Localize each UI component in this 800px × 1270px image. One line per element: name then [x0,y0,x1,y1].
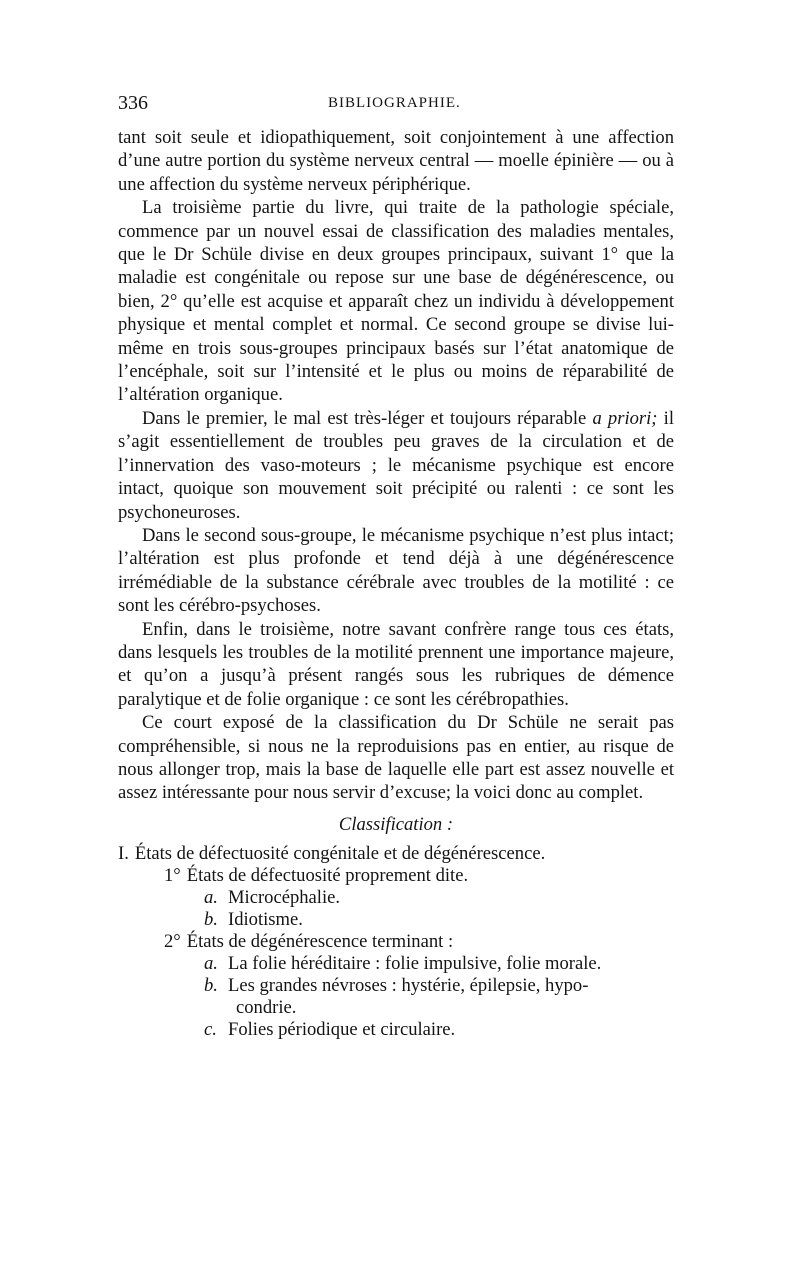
paragraph-continuation: tant soit seule et idiopathiquement, soit conjointement à une affection d’une autre portion du système nerveux central — moelle épinière — ou à une affection du système nerveux périphérique. [118,127,674,195]
paragraph-second-subgroup: Dans le second sous-groupe, le mécanisme psychique n’est plus intact; l’altération est plus profonde et tend déjà à une dégénérescence irrémédiable de la substance cérébrale avec troubles de la motilité : ce sont les cérébro-psychoses. [118,524,674,617]
classification-item [118,843,674,865]
running-head: BIBLIOGRAPHIE. [328,95,461,111]
item-text: États de défectuosité proprement dite. [186,864,469,886]
item-label: b. [204,974,218,996]
item-text: Microcéphalie. [228,886,341,908]
page-number: 336 [118,92,148,114]
paragraph-first-subgroup-text-a: Dans le premier, le mal est très-léger et toujours réparable [142,407,587,429]
classification-item [118,931,674,953]
paragraph-exposition: Ce court exposé de la classification du Dr Schüle ne serait pas compréhensible, si nous ne la reproduisions pas en entier, au risque de nous allonger trop, mais la base de laquelle elle part est assez nouvelle et assez intéressante pour nous servir d’excuse; la voici donc au complet. [118,712,674,804]
item-label: 2° [164,930,181,952]
paragraph-first-subgroup [118,407,674,524]
item-text: Folies périodique et circulaire. [228,1018,456,1040]
item-text: États de défectuosité congénitale et de dégénérescence. [134,842,546,864]
item-label: a. [204,886,218,908]
item-text: condrie. [236,996,297,1018]
classification-item-continuation [118,997,674,1019]
classification-item [118,953,674,975]
paragraph-first-subgroup-text-b: il s’agit essentiellement de troubles peu graves de la circulation et de l’innervation des vaso-moteurs ; le mécanisme psychique est encore intact, quoique son mouvement soit précipité ou ralenti : ce sont les psychoneuroses. [118,407,674,523]
classification-list [118,843,674,1041]
item-label: c. [204,1018,217,1040]
a-priori-italic: a priori; [592,407,658,429]
item-label: 1° [164,864,181,886]
classification-item [118,1019,674,1041]
page-header [118,92,684,116]
classification-item [118,865,674,887]
classification-item [118,887,674,909]
classification-title: Classification : [338,813,454,835]
item-label: I. [118,842,129,864]
item-text: Les grandes névroses : hystérie, épilepsie, hypo- [228,974,589,996]
item-text: Idiotisme. [228,908,303,930]
item-label: b. [204,908,218,930]
item-label: a. [204,952,218,974]
item-text: États de dégénérescence terminant : [186,930,454,952]
paragraph-third-subgroup: Enfin, dans le troisième, notre savant confrère range tous ces états, dans lesquels les troubles de la motilité prennent une importance majeure, et qu’on a jusqu’à présent rangés sous les rubriques de démence paralytique et de folie organique : ce sont les cérébropathies. [118,618,674,710]
paragraph-third-part: La troisième partie du livre, qui traite de la pathologie spéciale, commence par un nouvel essai de classification des maladies mentales, que le Dr Schüle divise en deux groupes principaux, suivant 1° que la maladie est congénitale ou repose sur une base de dégénérescence, ou bien, 2° qu’elle est acquise et apparaît chez un individu à développement physique et mental complet et normal. Ce second groupe se divise lui-même en trois sous-groupes principaux basés sur l’état anatomique de l’encéphale, soit sur l’intensité et le plus ou moins de réparabilité de l’altération organique. [118,197,674,406]
classification-item [118,975,674,997]
item-text: La folie héréditaire : folie impulsive, folie morale. [228,952,602,974]
body-text [118,126,674,1041]
classification-item [118,909,674,931]
